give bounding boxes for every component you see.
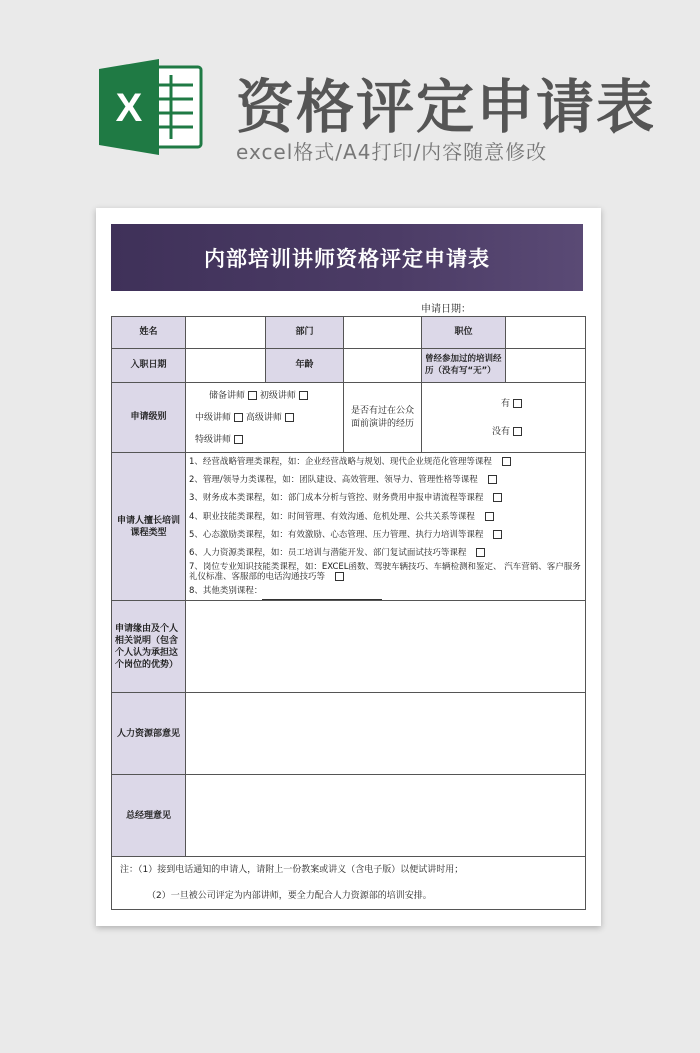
course-item: 6、人力资源类课程，如：员工培训与潜能开发、部门复试面试技巧等课程 [189, 548, 467, 559]
checkbox-icon[interactable] [493, 530, 502, 539]
checkbox-icon[interactable] [234, 435, 243, 444]
course-types-list [186, 453, 586, 601]
level-options [186, 383, 344, 453]
banner-subtitle: excel格式/A4打印/内容随意修改 [236, 140, 548, 164]
level-option-reserve: 储备讲师 [209, 390, 246, 401]
training-history-label: 曾经参加过的培训经历（没有写“无”） [422, 349, 506, 383]
checkbox-icon[interactable] [476, 548, 485, 557]
reason-label: 申请缘由及个人相关说明（包含个人认为承担这个岗位的优势） [112, 601, 186, 693]
dept-field[interactable] [344, 317, 422, 349]
checkbox-icon[interactable] [513, 427, 522, 436]
position-label: 职位 [422, 317, 506, 349]
checkbox-icon[interactable] [234, 413, 243, 422]
checkbox-icon[interactable] [493, 493, 502, 502]
hire-date-label: 入职日期 [112, 349, 186, 383]
gm-opinion-field[interactable] [186, 775, 586, 857]
public-speaking-answer [422, 383, 586, 453]
course-item: 4、职业技能类课程，如：时间管理、有效沟通、危机处理、公共关系等课程 [189, 511, 475, 522]
dept-label: 部门 [266, 317, 344, 349]
checkbox-icon[interactable] [513, 399, 522, 408]
note-line-1: 注：（1）接到电话通知的申请人，请附上一份教案或讲义（含电子版）以便试讲时用； [120, 865, 464, 876]
note-line-2: （2）一旦被公司评定为内部讲师，要全力配合人力资源部的培训安排。 [147, 891, 432, 902]
level-option-special: 特级讲师 [195, 434, 232, 445]
course-item: 5、心态激励类课程，如：有效激励、心态管理、压力管理、执行力培训等课程 [189, 529, 484, 540]
hr-opinion-field[interactable] [186, 693, 586, 775]
name-field[interactable] [186, 317, 266, 349]
course-item: 7、岗位专业知识技能类课程，如：EXCEL函数、驾驶车辆技巧、车辆检测和鉴定、 汽车营销、客户服务礼仪标准、客服部的电话沟通技巧等 [189, 562, 581, 583]
application-form-table [111, 316, 586, 910]
other-course-input[interactable] [262, 599, 382, 600]
training-history-field[interactable] [506, 349, 586, 383]
banner-title: 资格评定申请表 [236, 73, 657, 141]
excel-icon [97, 57, 207, 157]
hire-date-field[interactable] [186, 349, 266, 383]
age-label: 年龄 [266, 349, 344, 383]
notes-section [112, 857, 586, 910]
name-label: 姓名 [112, 317, 186, 349]
course-types-label: 申请人擅长培训课程类型 [112, 453, 186, 601]
age-field[interactable] [344, 349, 422, 383]
checkbox-icon[interactable] [285, 413, 294, 422]
level-option-senior: 高级讲师 [245, 412, 282, 423]
level-option-mid: 中级讲师 [195, 412, 232, 423]
no-option: 没有 [491, 426, 510, 437]
reason-field[interactable] [186, 601, 586, 693]
checkbox-icon[interactable] [485, 512, 494, 521]
gm-opinion-label: 总经理意见 [112, 775, 186, 857]
form-sheet [96, 208, 601, 926]
position-field[interactable] [506, 317, 586, 349]
checkbox-icon[interactable] [502, 457, 511, 466]
apply-date-label: 申请日期： [421, 304, 471, 315]
public-speaking-question: 是否有过在公众面前演讲的经历 [344, 383, 422, 453]
checkbox-icon[interactable] [335, 572, 344, 581]
checkbox-icon[interactable] [488, 475, 497, 484]
course-item: 2、管理/领导力类课程，如：团队建设、高效管理、领导力、管理性格等课程 [189, 475, 478, 486]
excel-logo-letter: X [115, 86, 143, 130]
checkbox-icon[interactable] [299, 391, 308, 400]
yes-option: 有 [500, 398, 510, 409]
level-label: 申请级别 [112, 383, 186, 453]
course-item: 1、经营战略管理类课程，如：企业经营战略与规划、现代企业规范化管理等课程 [189, 457, 492, 467]
hr-opinion-label: 人力资源部意见 [112, 693, 186, 775]
form-heading: 内部培训讲师资格评定申请表 [111, 224, 583, 291]
checkbox-icon[interactable] [248, 391, 257, 400]
course-item: 3、财务成本类课程，如：部门成本分析与管控、财务费用申报申请流程等课程 [189, 493, 484, 504]
level-option-junior: 初级讲师 [259, 390, 296, 401]
course-item: 8、其他类别课程： [189, 586, 263, 597]
